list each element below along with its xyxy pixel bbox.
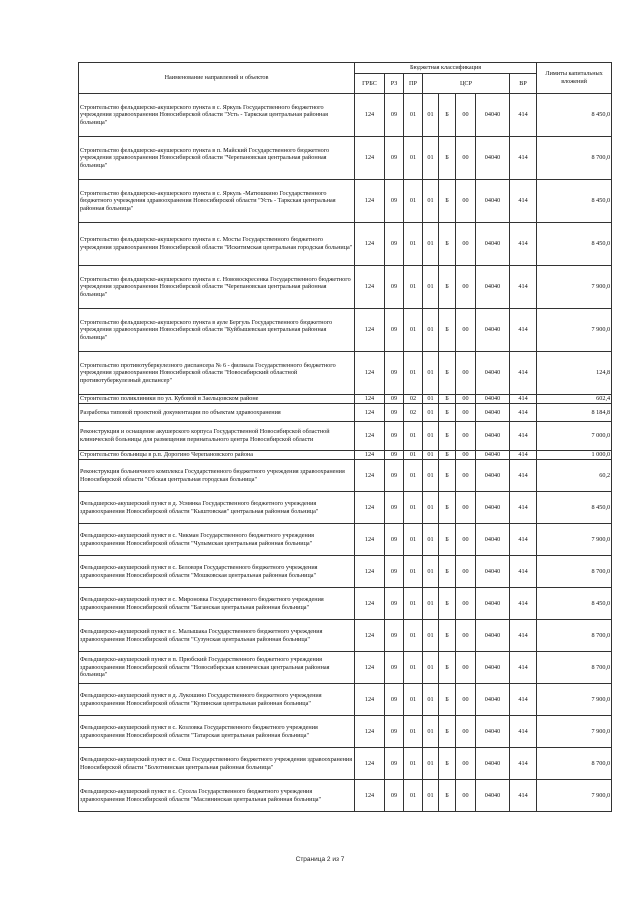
table-cell-pr: 01 xyxy=(404,266,423,309)
table-cell-csr-code: 04040 xyxy=(476,309,510,352)
table-cell-csr-letter: Б xyxy=(439,652,456,684)
table-cell-pr: 01 xyxy=(404,652,423,684)
table-cell-csr-sub: 00 xyxy=(456,652,476,684)
table-cell-csr-sub: 00 xyxy=(456,748,476,780)
table-row xyxy=(79,492,612,524)
table-cell-name: Фельдшерско-акушерский пункт в с. Беловзря Государственного бюджетного учреждения здравоохранения Новосибирской области "Мошковская центральная районная больница" xyxy=(79,556,355,588)
table-cell-csr-sub: 00 xyxy=(456,223,476,266)
table-cell-csr-program: 01 xyxy=(423,404,439,422)
table-cell-vr: 414 xyxy=(510,180,537,223)
table-cell-csr-code: 04040 xyxy=(476,422,510,451)
table-cell-pr: 01 xyxy=(404,422,423,451)
table-cell-csr-code: 04040 xyxy=(476,748,510,780)
table-cell-limit: 7 900,0 xyxy=(537,266,612,309)
table-cell-grbs: 124 xyxy=(355,309,385,352)
table-cell-vr: 414 xyxy=(510,266,537,309)
table-cell-csr-code: 04040 xyxy=(476,451,510,460)
table-cell-limit: 8 700,0 xyxy=(537,556,612,588)
table-cell-csr-letter: Б xyxy=(439,309,456,352)
table-cell-csr-letter: Б xyxy=(439,223,456,266)
table-cell-csr-code: 04040 xyxy=(476,556,510,588)
table-cell-vr: 414 xyxy=(510,524,537,556)
table-row xyxy=(79,404,612,422)
table-cell-limit: 124,8 xyxy=(537,352,612,395)
table-cell-csr-letter: Б xyxy=(439,716,456,748)
table-cell-csr-code: 04040 xyxy=(476,780,510,812)
table-cell-name: Фельдшерско-акушерский пункт в с. Козловка Государственного бюджетного учреждения здравоохранения Новосибирской области "Татарская центральная районная больница" xyxy=(79,716,355,748)
table-cell-csr-sub: 00 xyxy=(456,451,476,460)
table-cell-limit: 7 900,0 xyxy=(537,780,612,812)
table-cell-vr: 414 xyxy=(510,422,537,451)
table-cell-pr: 01 xyxy=(404,137,423,180)
table-cell-csr-sub: 00 xyxy=(456,588,476,620)
table-cell-csr-program: 01 xyxy=(423,451,439,460)
table-cell-csr-program: 01 xyxy=(423,94,439,137)
table-row xyxy=(79,94,612,137)
table-row xyxy=(79,748,612,780)
table-cell-limit: 8 450,0 xyxy=(537,588,612,620)
table-cell-grbs: 124 xyxy=(355,266,385,309)
table-cell-name: Строительство фельдшерско-акушерского пункта в с. Мосты Государственного бюджетного учреждения здравоохранения Новосибирской области "Искитимская центральная городская больница" xyxy=(79,223,355,266)
table-cell-vr: 414 xyxy=(510,451,537,460)
table-cell-grbs: 124 xyxy=(355,780,385,812)
table-cell-pr: 01 xyxy=(404,460,423,492)
table-cell-csr-sub: 00 xyxy=(456,94,476,137)
table-cell-grbs: 124 xyxy=(355,352,385,395)
table-cell-name: Фельдшерско-акушерский пункт в д. Лукошино Государственного бюджетного учреждения здравоохранения Новосибирской области "Купинская центральная районная больница" xyxy=(79,684,355,716)
table-cell-csr-letter: Б xyxy=(439,266,456,309)
table-cell-limit: 1 000,0 xyxy=(537,451,612,460)
table-row xyxy=(79,180,612,223)
table-cell-pr: 01 xyxy=(404,588,423,620)
table-cell-csr-sub: 00 xyxy=(456,266,476,309)
table-cell-pr: 01 xyxy=(404,352,423,395)
table-cell-grbs: 124 xyxy=(355,620,385,652)
table-cell-limit: 8 184,8 xyxy=(537,404,612,422)
table-cell-csr-code: 04040 xyxy=(476,716,510,748)
table-cell-csr-program: 01 xyxy=(423,180,439,223)
table-cell-csr-sub: 00 xyxy=(456,780,476,812)
table-cell-csr-code: 04040 xyxy=(476,223,510,266)
table-cell-rz: 09 xyxy=(385,137,404,180)
table-cell-name: Строительство фельдшерско-акушерского пункта в п. Майский Государственного бюджетного учреждения здравоохранения Новосибирской области "Черепановская центральная районная больница" xyxy=(79,137,355,180)
table-cell-rz: 09 xyxy=(385,404,404,422)
table-cell-name: Фельдшерско-акушерский пункт в п. Прюбский Государственного бюджетного учреждения здравоохранения Новосибирской области "Новосибирская клиническая центральная районная больница" xyxy=(79,652,355,684)
table-cell-pr: 01 xyxy=(404,684,423,716)
table-cell-csr-program: 01 xyxy=(423,422,439,451)
table-cell-vr: 414 xyxy=(510,352,537,395)
table-cell-csr-letter: Б xyxy=(439,524,456,556)
table-cell-rz: 09 xyxy=(385,223,404,266)
table-cell-rz: 09 xyxy=(385,556,404,588)
table-cell-pr: 01 xyxy=(404,556,423,588)
table-cell-csr-program: 01 xyxy=(423,309,439,352)
table-cell-csr-sub: 00 xyxy=(456,620,476,652)
table-cell-limit: 8 700,0 xyxy=(537,748,612,780)
table-cell-vr: 414 xyxy=(510,684,537,716)
table-cell-vr: 414 xyxy=(510,223,537,266)
table-row xyxy=(79,556,612,588)
table-cell-vr: 414 xyxy=(510,748,537,780)
table-cell-rz: 09 xyxy=(385,451,404,460)
table-cell-csr-program: 01 xyxy=(423,588,439,620)
table-cell-vr: 414 xyxy=(510,620,537,652)
table-cell-limit: 8 700,0 xyxy=(537,137,612,180)
table-cell-grbs: 124 xyxy=(355,460,385,492)
table-cell-name: Фельдшерско-акушерский пункт в д. Усмянка Государственного бюджетного учреждения здравоохранения Новосибирской области "Кыштовская" центральная районная больница" xyxy=(79,492,355,524)
table-cell-grbs: 124 xyxy=(355,451,385,460)
table-cell-csr-letter: Б xyxy=(439,422,456,451)
table-cell-rz: 09 xyxy=(385,684,404,716)
table-cell-pr: 01 xyxy=(404,620,423,652)
table-cell-csr-sub: 00 xyxy=(456,352,476,395)
table-cell-pr: 01 xyxy=(404,716,423,748)
table-cell-csr-letter: Б xyxy=(439,94,456,137)
table-cell-csr-code: 04040 xyxy=(476,684,510,716)
table-cell-csr-code: 04040 xyxy=(476,524,510,556)
table-cell-vr: 414 xyxy=(510,652,537,684)
table-cell-csr-sub: 00 xyxy=(456,684,476,716)
table-cell-name: Строительство фельдшерско-акушерского пункта в с. Яркуль -Матюшкино Государственного бюджетного учреждения здравоохранения Новосибирской области "Усть - Таркская центральная районная больница" xyxy=(79,180,355,223)
page-number: Страница 2 из 7 xyxy=(295,856,345,863)
table-cell-rz: 09 xyxy=(385,780,404,812)
table-cell-csr-code: 04040 xyxy=(476,352,510,395)
column-header-name: Наименование направлений и объектов xyxy=(79,63,355,94)
table-cell-name: Строительство поликлиники по ул. Кубовой в Заельцовском районе xyxy=(79,395,355,404)
table-cell-csr-letter: Б xyxy=(439,352,456,395)
table-cell-csr-program: 01 xyxy=(423,492,439,524)
table-row xyxy=(79,223,612,266)
table-cell-name: Строительство противотуберкулезного диспансера № 6 - филиала Государственного бюджетного учреждения здравоохранения Новосибирской области "Новосибирский областной противотуберкулезный диспансер" xyxy=(79,352,355,395)
table-cell-limit: 7 900,0 xyxy=(537,524,612,556)
table-cell-pr: 01 xyxy=(404,223,423,266)
table-cell-pr: 02 xyxy=(404,395,423,404)
table-row xyxy=(79,620,612,652)
table-cell-rz: 09 xyxy=(385,309,404,352)
table-cell-vr: 414 xyxy=(510,556,537,588)
table-cell-pr: 02 xyxy=(404,404,423,422)
table-cell-name: Строительство фельдшерско-акушерского пункта в с. Яркуль Государственного бюджетного учреждения здравоохранения Новосибирской области "Усть - Таркская центральная районная больница" xyxy=(79,94,355,137)
table-cell-vr: 414 xyxy=(510,588,537,620)
table-cell-name: Фельдшерско-акушерский пункт в с. Чикман Государственного бюджетного учреждения здравоохранения Новосибирской области "Чулымская центральная районная больница" xyxy=(79,524,355,556)
table-cell-limit: 8 450,0 xyxy=(537,94,612,137)
table-cell-vr: 414 xyxy=(510,460,537,492)
column-header-rz: РЗ xyxy=(385,74,404,94)
table-cell-rz: 09 xyxy=(385,180,404,223)
table-cell-csr-program: 01 xyxy=(423,652,439,684)
table-cell-csr-program: 01 xyxy=(423,524,439,556)
table-row xyxy=(79,460,612,492)
table-cell-name: Строительство фельдшерско-акушерского пункта в с. Нововоскресенка Государственного бюджетного учреждения здравоохранения Новосибирской области "Черепановская центральная районная больница" xyxy=(79,266,355,309)
table-cell-csr-code: 04040 xyxy=(476,180,510,223)
table-cell-rz: 09 xyxy=(385,422,404,451)
table-cell-rz: 09 xyxy=(385,395,404,404)
table-cell-vr: 414 xyxy=(510,404,537,422)
table-cell-limit: 8 700,0 xyxy=(537,620,612,652)
table-cell-csr-code: 04040 xyxy=(476,266,510,309)
table-cell-vr: 414 xyxy=(510,780,537,812)
table-cell-csr-letter: Б xyxy=(439,451,456,460)
table-row xyxy=(79,137,612,180)
table-cell-csr-sub: 00 xyxy=(456,309,476,352)
table-cell-csr-letter: Б xyxy=(439,137,456,180)
table-cell-csr-program: 01 xyxy=(423,395,439,404)
table-cell-limit: 8 450,0 xyxy=(537,223,612,266)
table-cell-csr-letter: Б xyxy=(439,588,456,620)
table-cell-rz: 09 xyxy=(385,652,404,684)
table-cell-grbs: 124 xyxy=(355,652,385,684)
table-cell-csr-sub: 00 xyxy=(456,404,476,422)
table-cell-csr-code: 04040 xyxy=(476,94,510,137)
table-cell-grbs: 124 xyxy=(355,223,385,266)
table-cell-csr-program: 01 xyxy=(423,556,439,588)
table-cell-csr-program: 01 xyxy=(423,352,439,395)
column-group-budget-classification: Бюджетная классификация xyxy=(355,63,537,74)
column-header-vr: ВР xyxy=(510,74,537,94)
budget-table xyxy=(78,62,612,812)
table-body xyxy=(79,94,612,812)
table-cell-pr: 01 xyxy=(404,309,423,352)
table-cell-csr-letter: Б xyxy=(439,620,456,652)
table-row xyxy=(79,684,612,716)
column-header-pr: ПР xyxy=(404,74,423,94)
table-cell-limit: 602,4 xyxy=(537,395,612,404)
column-header-grbs: ГРБС xyxy=(355,74,385,94)
table-cell-rz: 09 xyxy=(385,716,404,748)
table-row xyxy=(79,524,612,556)
table-cell-csr-sub: 00 xyxy=(456,422,476,451)
table-cell-vr: 414 xyxy=(510,309,537,352)
table-cell-name: Фельдшерско-акушерский пункт в с. Ояш Государственного бюджетного учреждения здравоохранения Новосибирской области "Болотнинская центральная районная больница" xyxy=(79,748,355,780)
table-cell-pr: 01 xyxy=(404,524,423,556)
table-cell-grbs: 124 xyxy=(355,716,385,748)
table-cell-name: Фельдшерско-акушерский пункт в с. Мироновка Государственного бюджетного учреждения здравоохранения Новосибирской области "Баганская центральная районная больница" xyxy=(79,588,355,620)
table-cell-limit: 8 450,0 xyxy=(537,492,612,524)
table-cell-csr-letter: Б xyxy=(439,404,456,422)
table-cell-grbs: 124 xyxy=(355,180,385,223)
table-cell-csr-letter: Б xyxy=(439,780,456,812)
table-cell-rz: 09 xyxy=(385,748,404,780)
table-cell-rz: 09 xyxy=(385,352,404,395)
table-cell-grbs: 124 xyxy=(355,524,385,556)
table-cell-csr-program: 01 xyxy=(423,266,439,309)
table-cell-csr-code: 04040 xyxy=(476,137,510,180)
table-cell-csr-letter: Б xyxy=(439,492,456,524)
table-cell-csr-letter: Б xyxy=(439,180,456,223)
table-cell-csr-letter: Б xyxy=(439,748,456,780)
table-cell-rz: 09 xyxy=(385,460,404,492)
table-cell-vr: 414 xyxy=(510,94,537,137)
table-row xyxy=(79,716,612,748)
table-cell-rz: 09 xyxy=(385,266,404,309)
table-row xyxy=(79,422,612,451)
table-cell-name: Реконструкция и оснащение акушерского корпуса Государственной Новосибирской областной клинической больницы для размещения перинатального центра Новосибирской области xyxy=(79,422,355,451)
table-cell-rz: 09 xyxy=(385,588,404,620)
table-cell-limit: 7 900,0 xyxy=(537,684,612,716)
table-cell-limit: 8 700,0 xyxy=(537,652,612,684)
table-cell-limit: 7 900,0 xyxy=(537,309,612,352)
table-cell-grbs: 124 xyxy=(355,556,385,588)
table-cell-csr-program: 01 xyxy=(423,780,439,812)
table-cell-csr-sub: 00 xyxy=(456,492,476,524)
table-cell-csr-code: 04040 xyxy=(476,460,510,492)
table-cell-csr-program: 01 xyxy=(423,460,439,492)
table-cell-csr-sub: 00 xyxy=(456,460,476,492)
table-cell-rz: 09 xyxy=(385,492,404,524)
table-cell-csr-sub: 00 xyxy=(456,556,476,588)
table-cell-name: Строительство фельдшерско-акушерского пункта в ауле Бергуль Государственного бюджетного учреждения здравоохранения Новосибирской области "Куйбышевская центральная районная больница" xyxy=(79,309,355,352)
table-cell-csr-program: 01 xyxy=(423,748,439,780)
table-cell-name: Фельдшерско-акушерский пункт в с. Малышака Государственного бюджетного учреждения здравоохранения Новосибирской области "Сузунская центральная районная больница" xyxy=(79,620,355,652)
table-cell-pr: 01 xyxy=(404,451,423,460)
table-row xyxy=(79,451,612,460)
table-cell-grbs: 124 xyxy=(355,684,385,716)
table-row xyxy=(79,352,612,395)
table-cell-limit: 8 450,0 xyxy=(537,180,612,223)
table-cell-csr-program: 01 xyxy=(423,223,439,266)
table-cell-csr-sub: 00 xyxy=(456,137,476,180)
table-cell-name: Строительство больницы в р.п. Дорогино Черепановского района xyxy=(79,451,355,460)
table-cell-grbs: 124 xyxy=(355,395,385,404)
table-cell-pr: 01 xyxy=(404,492,423,524)
table-cell-csr-program: 01 xyxy=(423,620,439,652)
table-cell-vr: 414 xyxy=(510,492,537,524)
table-cell-csr-code: 04040 xyxy=(476,652,510,684)
table-cell-csr-letter: Б xyxy=(439,556,456,588)
table-row xyxy=(79,652,612,684)
table-cell-csr-sub: 00 xyxy=(456,716,476,748)
table-cell-grbs: 124 xyxy=(355,94,385,137)
table-cell-rz: 09 xyxy=(385,94,404,137)
table-cell-csr-letter: Б xyxy=(439,395,456,404)
table-cell-pr: 01 xyxy=(404,180,423,223)
table-cell-csr-code: 04040 xyxy=(476,404,510,422)
table-cell-csr-letter: Б xyxy=(439,684,456,716)
table-cell-grbs: 124 xyxy=(355,748,385,780)
table-cell-csr-code: 04040 xyxy=(476,492,510,524)
table-row xyxy=(79,588,612,620)
table-cell-name: Реконструкция больничного комплекса Государственного бюджетного учреждения здравоохранения Новосибирской области "Обская центральная городская больница" xyxy=(79,460,355,492)
table-cell-limit: 7 000,0 xyxy=(537,422,612,451)
column-header-csr: ЦСР xyxy=(423,74,510,94)
table-cell-grbs: 124 xyxy=(355,137,385,180)
table-cell-pr: 01 xyxy=(404,94,423,137)
table-cell-vr: 414 xyxy=(510,137,537,180)
table-cell-pr: 01 xyxy=(404,780,423,812)
table-cell-name: Разработка типовой проектной документации по объектам здравоохранения xyxy=(79,404,355,422)
table-cell-pr: 01 xyxy=(404,748,423,780)
table-cell-csr-code: 04040 xyxy=(476,620,510,652)
table-cell-csr-program: 01 xyxy=(423,137,439,180)
table-cell-vr: 414 xyxy=(510,395,537,404)
table-cell-name: Фельдшерско-акушерский пункт в с. Сусела Государственного бюджетного учреждения здравоохранения Новосибирской области "Маслянинская центральная районная больница" xyxy=(79,780,355,812)
table-cell-grbs: 124 xyxy=(355,492,385,524)
table-cell-limit: 60,2 xyxy=(537,460,612,492)
table-cell-grbs: 124 xyxy=(355,422,385,451)
table-cell-rz: 09 xyxy=(385,620,404,652)
table-row xyxy=(79,266,612,309)
table-cell-grbs: 124 xyxy=(355,588,385,620)
table-cell-limit: 7 900,0 xyxy=(537,716,612,748)
table-row xyxy=(79,780,612,812)
table-cell-csr-sub: 00 xyxy=(456,180,476,223)
table-cell-csr-code: 04040 xyxy=(476,395,510,404)
table-cell-csr-sub: 00 xyxy=(456,395,476,404)
table-cell-csr-program: 01 xyxy=(423,716,439,748)
table-cell-csr-code: 04040 xyxy=(476,588,510,620)
table-cell-csr-letter: Б xyxy=(439,460,456,492)
table-cell-rz: 09 xyxy=(385,524,404,556)
table-cell-csr-program: 01 xyxy=(423,684,439,716)
table-cell-vr: 414 xyxy=(510,716,537,748)
table-cell-grbs: 124 xyxy=(355,404,385,422)
table-row xyxy=(79,309,612,352)
column-header-limit: Лимиты капитальных вложений xyxy=(537,63,612,94)
table-row xyxy=(79,395,612,404)
table-cell-csr-sub: 00 xyxy=(456,524,476,556)
